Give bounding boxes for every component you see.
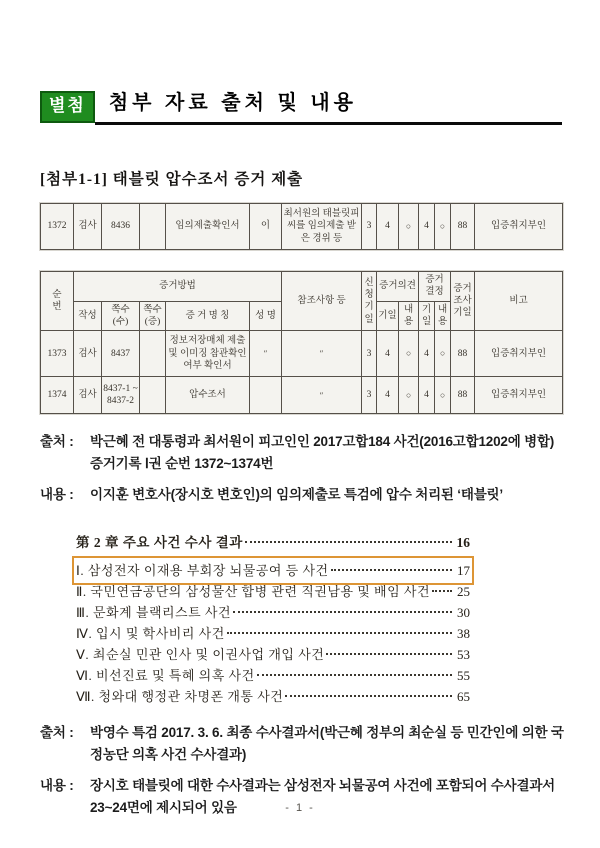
dotted-leader [432, 590, 452, 592]
page-number: - 1 - [285, 802, 315, 814]
toc-item-blacklist [76, 602, 470, 623]
header-note: 비고 [475, 272, 563, 331]
dotted-leader [257, 674, 452, 676]
dotted-leader [227, 632, 452, 634]
cell-pages-su: 8437 [102, 331, 140, 377]
cell-person: 이 [250, 204, 282, 250]
source-label: 출처 : [40, 724, 74, 740]
header-author: 작성 [74, 301, 102, 331]
header-person: 성 명 [250, 301, 282, 331]
dotted-leader [326, 653, 452, 655]
header-decision-date: 기일 [419, 301, 435, 331]
cell-evidence-name: 임의제출확인서 [166, 204, 250, 250]
toc-item-label: Ⅶ. 청와대 행정관 차명폰 개통 사건 [76, 688, 284, 704]
attachment-badge: 별첨 [40, 91, 95, 123]
cell-no: 1373 [41, 331, 74, 377]
cell-no: 1372 [41, 204, 74, 250]
dotted-leader [285, 695, 452, 697]
header-decision: 증거결정 [419, 272, 451, 302]
header-pages-jeung: 쪽수(증) [140, 301, 166, 331]
header-reference: 참조사항 등 [282, 272, 362, 331]
toc-item-burner-phones [76, 686, 470, 707]
cell-author: 검사 [74, 204, 102, 250]
toc-item-medical-favors [76, 665, 470, 686]
header-opinion-content: 내용 [399, 301, 419, 331]
title-underline [95, 86, 562, 125]
cell-opinion-date: 4 [377, 204, 399, 250]
cell-person [250, 377, 282, 414]
source-paragraph-1 [40, 431, 564, 475]
cell-evidence-name: 정보저장매체 제출 및 이미징 참관확인 여부 확인서 [166, 331, 250, 377]
content-paragraph-1 [40, 484, 564, 506]
evidence-row-1373 [41, 331, 563, 377]
source-text: 박근혜 전 대통령과 최서원이 피고인인 2017고합184 사건(2016고합1202에 병합) 증거기록 Ⅰ권 순번 1372~1374번 [90, 434, 555, 472]
cell-no: 1374 [41, 377, 74, 414]
cell-pages-jeung [140, 331, 166, 377]
evidence-table [40, 271, 563, 414]
toc-chapter-row [76, 532, 470, 553]
evidence-row-1374 [41, 377, 563, 414]
cell-note: 입증취지부인 [475, 204, 563, 250]
cell-author: 검사 [74, 331, 102, 377]
cell-evidence-name: 압수조서 [166, 377, 250, 414]
cell-exam-date: 88 [451, 377, 475, 414]
toc-item-samsung-bribery-highlighted [76, 560, 470, 581]
header-evidence-name: 증 거 명 칭 [166, 301, 250, 331]
cell-pages-jeung [140, 377, 166, 414]
toc-item-page: 65 [457, 688, 470, 704]
evidence-row-1372 [41, 204, 563, 250]
toc-item-choi-intervention [76, 644, 470, 665]
toc-item-admissions [76, 623, 470, 644]
cell-pages-su: 8437-1 ~ 8437-2 [102, 377, 140, 414]
toc-item-label: Ⅰ. 삼성전자 이재용 부회장 뇌물공여 등 사건 [76, 562, 329, 578]
cell-request-date: 3 [362, 204, 377, 250]
toc-item-label: Ⅵ. 비선진료 및 특혜 의혹 사건 [76, 667, 255, 683]
dotted-leader [331, 569, 452, 571]
content-text: 이지훈 변호사(장시호 변호인)의 임의제출로 특검에 압수 처리된 ‘태블릿’ [90, 487, 503, 503]
page-title: 첨부 자료 출처 및 내용 [108, 92, 357, 114]
cell-pages-jeung [140, 204, 166, 250]
cell-opinion-content: ○ [399, 331, 419, 377]
toc-item-page: 30 [457, 604, 470, 620]
content-label: 내용 : [40, 777, 74, 793]
header-request-date: 신청기일 [362, 272, 377, 331]
toc-item-page: 17 [457, 562, 470, 578]
content-text: 장시호 태블릿에 대한 수사결과는 삼성전자 뇌물공여 사건에 포함되어 수사결과서 23~24면에 제시되어 있음 [90, 777, 555, 815]
cell-decision-content: ○ [435, 331, 451, 377]
header-pages-su: 쪽수(수) [102, 301, 140, 331]
cell-opinion-date: 4 [377, 377, 399, 414]
dotted-leader [245, 541, 452, 543]
toc-item-page: 38 [457, 625, 470, 641]
header-opinion-date: 기일 [377, 301, 399, 331]
cell-pages-su: 8436 [102, 204, 140, 250]
header-row-1 [41, 272, 563, 302]
evidence-table-fragment [40, 203, 563, 250]
header-exam-date: 증거조사기일 [451, 272, 475, 331]
toc-item-label: Ⅳ. 입시 및 학사비리 사건 [76, 625, 225, 641]
toc-item-label: Ⅱ. 국민연금공단의 삼성물산 합병 관련 직권남용 및 배임 사건 [76, 583, 431, 599]
toc-chapter-label: 第 2 章 주요 사건 수사 결과 [76, 534, 243, 550]
toc-item-label: Ⅴ. 최순실 민관 인사 및 이권사업 개입 사건 [76, 646, 325, 662]
header-method: 증거방법 [74, 272, 282, 302]
content-label: 내용 : [40, 487, 74, 503]
cell-reference: ″ [282, 331, 362, 377]
cell-person: ″ [250, 331, 282, 377]
toc-item-label: Ⅲ. 문화계 블랙리스트 사건 [76, 604, 232, 620]
cell-reference: 최서원의 태블릿피씨를 임의제출 받은 경위 등 [282, 204, 362, 250]
cell-note: 입증취지부인 [475, 377, 563, 414]
source-paragraph-2 [40, 722, 564, 766]
table-of-contents [76, 532, 470, 707]
cell-decision-date: 4 [419, 331, 435, 377]
cell-author: 검사 [74, 377, 102, 414]
document-header [40, 86, 562, 125]
header-no: 순번 [41, 272, 74, 331]
cell-opinion-content: ○ [399, 204, 419, 250]
cell-opinion-content: ○ [399, 377, 419, 414]
toc-item-page: 25 [457, 583, 470, 599]
cell-decision-date: 4 [419, 377, 435, 414]
toc-item-pension-merger [76, 581, 470, 602]
cell-note: 입증취지부인 [475, 331, 563, 377]
cell-decision-content: ○ [435, 204, 451, 250]
source-text: 박영수 특검 2017. 3. 6. 최종 수사결과서(박근혜 정부의 최순실 등 민간인에 의한 국정농단 의혹 사건 수사결과) [90, 724, 564, 762]
cell-request-date: 3 [362, 377, 377, 414]
header-opinion: 증거의견 [377, 272, 419, 302]
cell-exam-date: 88 [451, 204, 475, 250]
cell-decision-date: 4 [419, 204, 435, 250]
cell-decision-content: ○ [435, 377, 451, 414]
attachment-1-1-heading: [첨부1-1] 태블릿 압수조서 증거 제출 [40, 171, 304, 188]
cell-reference: ″ [282, 377, 362, 414]
dotted-leader [233, 611, 452, 613]
cell-request-date: 3 [362, 331, 377, 377]
header-decision-content: 내용 [435, 301, 451, 331]
cell-opinion-date: 4 [377, 331, 399, 377]
source-label: 출처 : [40, 434, 74, 450]
toc-chapter-page: 16 [456, 534, 470, 550]
toc-item-page: 53 [457, 646, 470, 662]
toc-item-page: 55 [457, 667, 470, 683]
cell-exam-date: 88 [451, 331, 475, 377]
